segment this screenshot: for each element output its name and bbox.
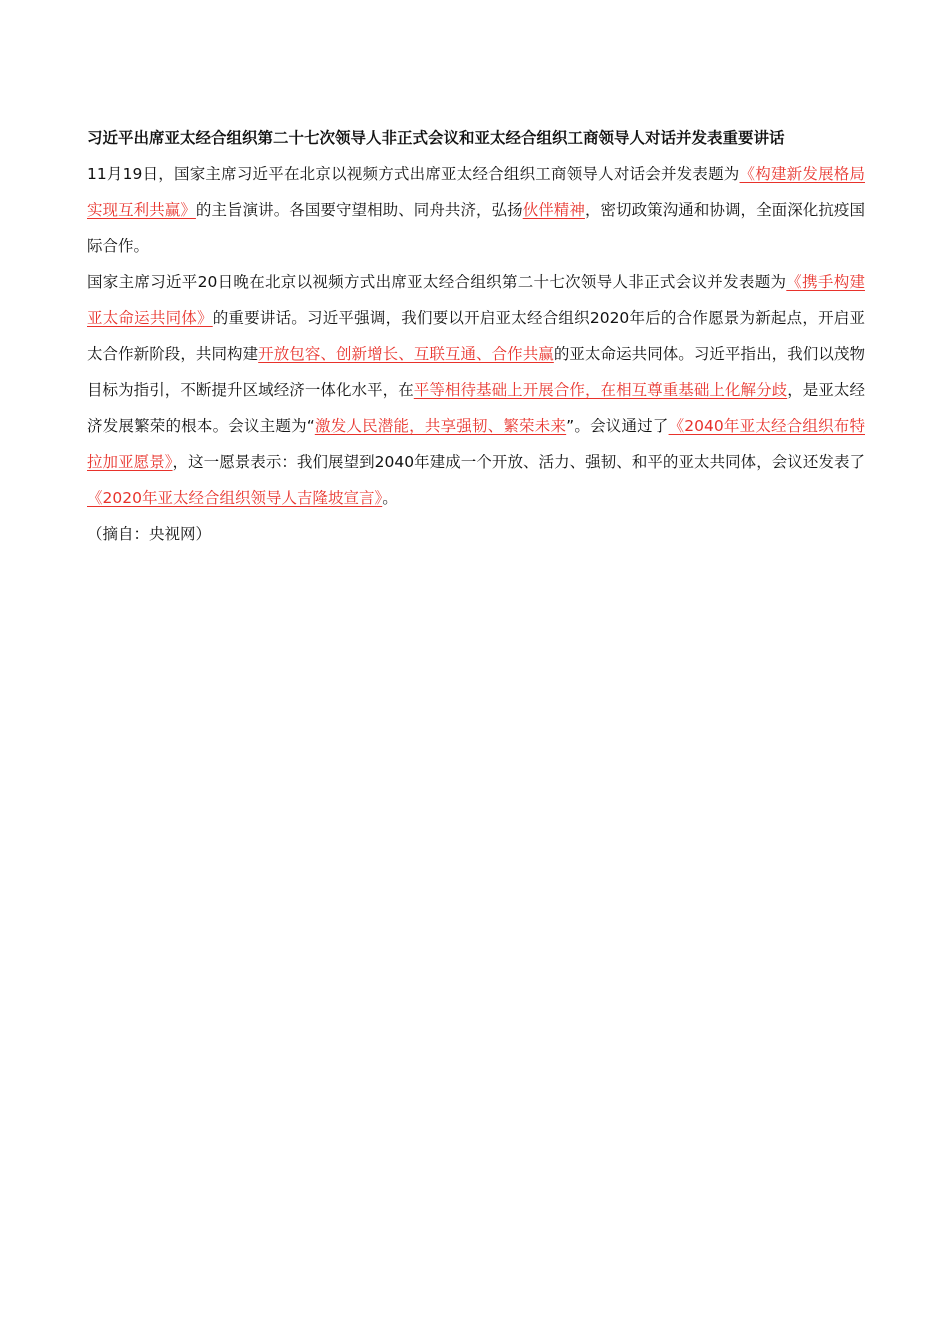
- p2-text-2: 的重要讲话。习近平强调，我们要以开启亚太经合组织2020年后的合作愿景为新起点，开启亚太合作新阶段，共同构建: [87, 309, 865, 363]
- p2-text-7: 。: [382, 489, 398, 507]
- p1-highlight-partnership: 伙伴精神: [522, 201, 585, 219]
- p2-highlight-speech-title: 《携手构建亚太命运共同体》: [87, 273, 865, 327]
- paragraph-2: [87, 264, 865, 516]
- p2-highlight-declaration: 《2020年亚太经合组织领导人吉隆坡宣言》: [87, 489, 383, 507]
- p1-text-2: 的主旨演讲。各国要守望相助、同舟共济，弘扬: [195, 201, 523, 219]
- p2-highlight-vision: 《2040年亚太经合组织布特拉加亚愿景》: [87, 417, 865, 471]
- p1-highlight-speech-title: 《构建新发展格局 实现互利共赢》: [87, 165, 865, 219]
- p2-text-3: 的亚太命运共同体。习近平指出，我们以茂物目标为指引，不断提升区域经济一体化水平，在: [87, 345, 865, 399]
- p2-text-5: ”。会议通过了: [566, 417, 669, 435]
- p2-text-4: ，是亚太经济发展繁荣的根本。会议主题为“: [87, 381, 865, 435]
- p2-text-6: ，这一愿景表示：我们展望到2040年建成一个开放、活力、强韧、和平的亚太共同体，会议还发表了: [172, 453, 865, 471]
- p2-highlight-community-traits: 开放包容、创新增长、互联互通、合作共赢: [258, 345, 554, 363]
- p2-text-1: 国家主席习近平20日晚在北京以视频方式出席亚太经合组织第二十七次领导人非正式会议并发表题为: [87, 273, 787, 291]
- p1-text-1: 11月19日，国家主席习近平在北京以视频方式出席亚太经合组织工商领导人对话会并发表题为: [87, 165, 740, 183]
- p1-text-3: ，密切政策沟通和协调，全面深化抗疫国际合作。: [87, 201, 865, 255]
- paragraph-1: [87, 156, 865, 264]
- article-body: [87, 120, 865, 552]
- article-title: 习近平出席亚太经合组织第二十七次领导人非正式会议和亚太经合组织工商领导人对话并发表重要讲话: [87, 129, 785, 147]
- source-note: （摘自：央视网）: [87, 525, 212, 543]
- p2-highlight-cooperation: 平等相待基础上开展合作，在相互尊重基础上化解分歧: [413, 381, 788, 399]
- p2-highlight-theme: 激发人民潜能，共享强韧、繁荣未来: [314, 417, 567, 435]
